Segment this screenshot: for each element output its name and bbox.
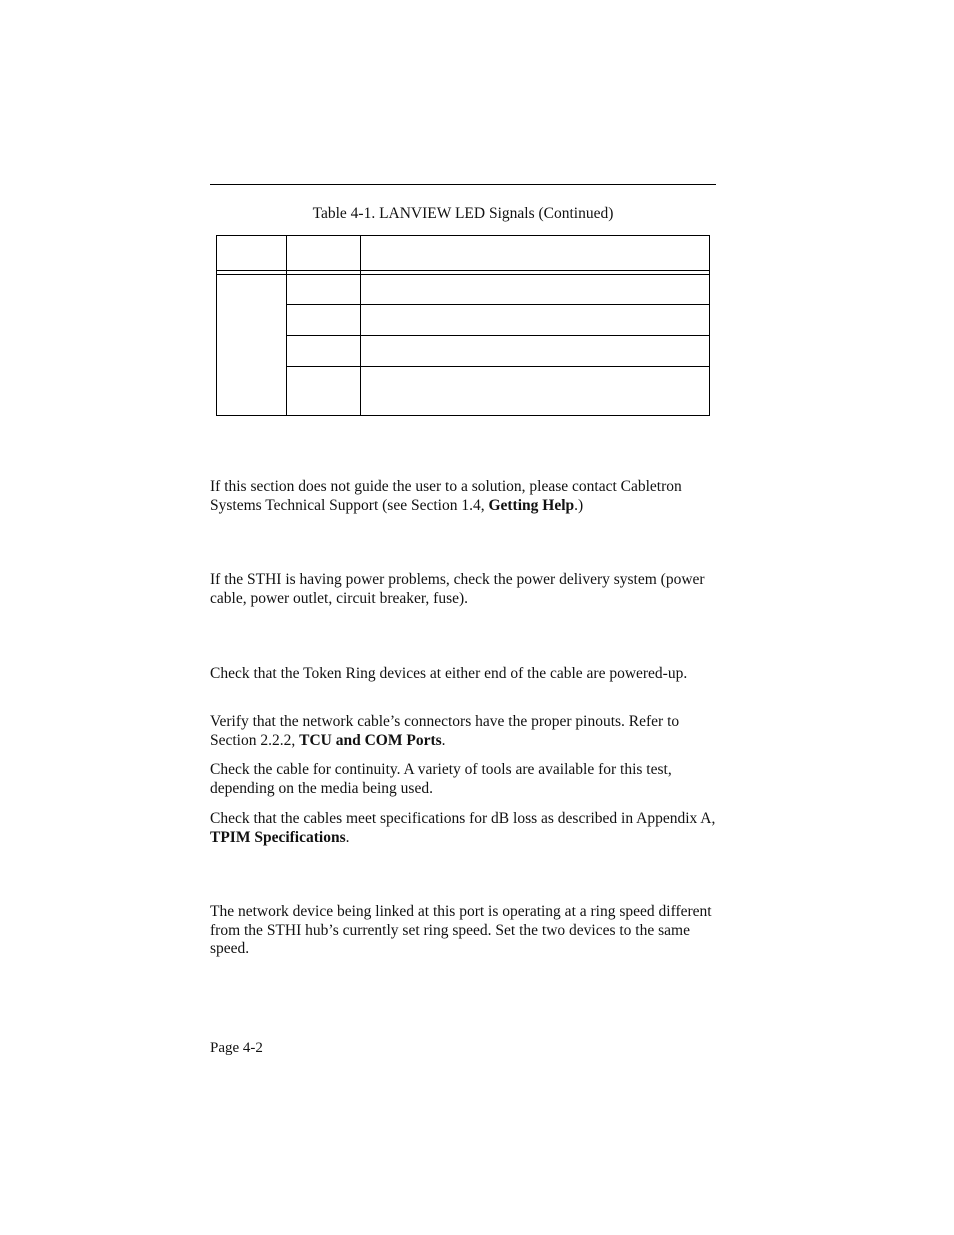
table-header-rule-bottom [217,274,709,275]
table-col-divider-1 [286,236,287,415]
page-number: Page 4-2 [210,1040,263,1056]
paragraph-contact-support: If this section does not guide the user to a solution, please contact Cabletron Systems Technical Support (see Section 1.4, Getting Help.) [210,478,682,514]
table-caption: Table 4-1. LANVIEW LED Signals (Continued) [312,205,614,222]
table-header-rule-top [217,270,709,271]
ref-tcu-com-ports: TCU and COM Ports [299,731,442,749]
paragraph-db-loss: Check that the cables meet specifications for dB loss as described in Appendix A, TPIM Specifications. [210,810,716,846]
paragraph-ring-speed: The network device being linked at this port is operating at a ring speed different from the STHI hub’s currently set ring speed. Set the two devices to the same speed. [210,903,712,957]
table-row-divider-1 [286,304,709,305]
paragraph-verify-pinouts: Verify that the network cable’s connectors have the proper pinouts. Refer to Section 2.2.2, TCU and COM Ports. [210,713,680,749]
link-getting-help: Getting Help [488,496,575,514]
header-rule [210,184,716,185]
table-row-divider-2 [286,335,709,336]
led-signals-table [216,235,710,416]
paragraph-devices-powered: Check that the Token Ring devices at either end of the cable are powered-up. [210,665,688,682]
ref-tpim-specifications: TPIM Specifications [210,828,346,846]
table-row-divider-3 [286,366,709,367]
paragraph-cable-continuity: Check the cable for continuity. A variety of tools are available for this test, depending on the media being used. [210,761,672,797]
paragraph-power-problems: If the STHI is having power problems, check the power delivery system (power cable, power outlet, circuit breaker, fuse). [210,571,705,607]
table-col-divider-2 [360,236,361,415]
